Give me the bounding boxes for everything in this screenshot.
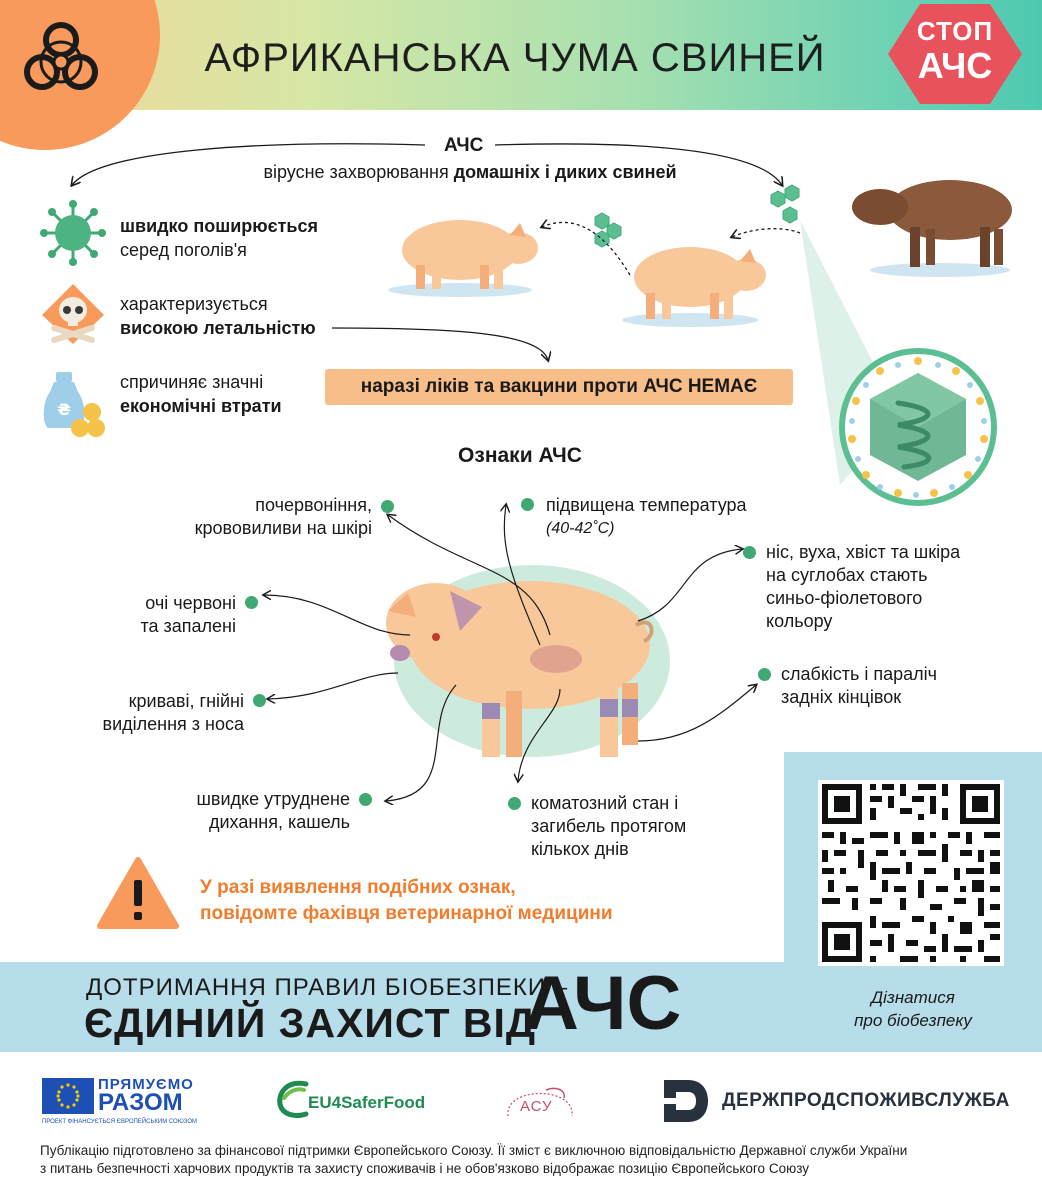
qr-code[interactable] [818,780,1004,966]
sign-eyes-bullet [245,596,258,609]
dps-logo-icon [662,1078,710,1124]
no-cure-banner: наразі ліків та вакцини проти АЧС НЕМАЄ [325,369,793,405]
eu4saferfood-logo-icon [276,1078,310,1120]
virus-zoom-illustration [838,347,998,507]
qr-caption-line2: про біобезпеку [854,1011,972,1030]
sign-nose [60,690,244,736]
sign-breathing-line2: дихання, кашель [208,812,350,832]
virus-icon [40,200,106,266]
feature-lethality-line2: високою летальністю [120,318,316,338]
biosecurity-line1: ДОТРИМАННЯ ПРАВИЛ БІОБЕЗПЕКИ – [86,974,569,1001]
eu-stars-icon [42,1078,94,1114]
asu-logo: АСУ [520,1098,553,1115]
feature-spread-line1: швидко поширюється [120,216,318,236]
stop-badge-line1: СТОП [916,16,994,46]
warning-line2: повідомте фахівця ветеринарної медицини [200,903,613,924]
feature-losses-line2: економічні втрати [120,396,282,416]
warning-line1: У разі виявлення подібних ознак, [200,877,516,898]
feature-spread-line2: серед поголів'я [120,240,247,260]
sign-color-line1: ніс, вуха, хвіст та шкіра [766,542,961,562]
eu-flag-logo [42,1078,94,1114]
pryamuemo-logo-line2: РАЗОМ [98,1089,183,1116]
sign-temperature-line1: підвищена температура [546,495,747,515]
sign-temperature-line2: (40-42˚C) [546,520,615,537]
sign-temperature [546,494,747,540]
sign-weakness [781,663,937,709]
feature-losses-line1: спричиняє значні [120,372,264,392]
sign-color-change [766,541,960,633]
sign-coma-bullet [508,797,521,810]
sign-skin-line1: почервоніння, [255,495,372,515]
sign-nose-line1: криваві, гнійні [128,691,244,711]
feature-lethality [120,292,316,340]
footer-line1: Публікацію підготовлено за фінансової підтримки Європейського Союзу. Її зміст є виключною відповідальністю Державної служби України [40,1143,908,1158]
qr-caption [784,986,1042,1032]
footer-line2: з питань безпечності харчових продуктів та захисту споживачів і не обов'язково відображає позицію Європейського Союзу [40,1161,809,1176]
domestic-pig-2 [634,247,766,319]
pryamuemo-logo-line1: ПРЯМУЄМО [98,1076,194,1093]
sign-color-line3: синьо-фіолетового [766,588,923,608]
wild-boar [852,180,1012,267]
intro-definition-plain: вірусне захворювання [263,162,454,182]
biosecurity-emphasis: АЧС [524,961,682,1046]
warning-triangle-icon [96,856,180,930]
dps-logo: ДЕРЖПРОДСПОЖИВСЛУЖБА [722,1090,1010,1111]
svg-text:₴: ₴ [57,400,71,419]
intro-label: АЧС [444,135,484,156]
sign-coma-line1: коматозний стан і [531,793,679,813]
money-bag-icon [40,362,108,438]
sign-coma [531,792,686,861]
feature-lethality-line1: характеризується [120,294,268,314]
sign-breathing-bullet [359,793,372,806]
sign-skin [150,494,372,540]
sign-eyes-line2: та запалені [140,616,236,636]
intro-definition-bold: домашніх і диких свиней [453,162,677,182]
feature-losses [120,370,282,418]
domestic-pig-1 [402,220,538,289]
biohazard-icon [18,18,104,100]
sign-breathing-line1: швидке утруднене [196,789,350,809]
sign-coma-line3: кількох днів [531,839,629,859]
sign-skin-bullet [381,500,394,513]
qr-caption-line1: Дізнатися [871,988,955,1007]
biosecurity-line2: ЄДИНИЙ ЗАХИСТ ВІД [84,1000,537,1046]
page-title: АФРИКАНСЬКА ЧУМА СВИНЕЙ [204,36,826,80]
sign-eyes-line1: очі червоні [145,593,236,613]
pryamuemo-logo-small: ПРОЕКТ ФІНАНСУЄТЬСЯ ЄВРОПЕЙСЬКИМ СОЮЗОМ [42,1119,198,1125]
sign-nose-bullet [253,694,266,707]
signs-title: Ознаки АЧС [458,444,582,467]
sign-weakness-bullet [758,668,771,681]
sign-color-line2: на суглобах стають [766,565,928,585]
warning-text [200,875,613,927]
sign-eyes [100,592,236,638]
sign-breathing [150,788,350,834]
sign-color-line4: кольору [766,611,833,631]
sign-coma-line2: загибель протягом [531,816,687,836]
sign-color-bullet [743,546,756,559]
qr-code-pattern [818,780,1004,966]
stop-badge-line2: АЧС [917,45,993,86]
footer-disclaimer [40,1142,1020,1178]
sign-nose-line2: виділення з носа [102,714,244,734]
eu4saferfood-logo: EU4SaferFood [308,1093,426,1112]
sign-skin-line2: крововиливи на шкірі [194,518,372,538]
sign-temperature-bullet [521,498,534,511]
feature-spread [120,214,318,262]
sign-weakness-line1: слабкість і параліч [781,664,937,684]
skull-warning-icon [40,282,106,346]
stop-badge-text [886,18,1024,84]
sign-weakness-line2: задніх кінцівок [781,687,902,707]
